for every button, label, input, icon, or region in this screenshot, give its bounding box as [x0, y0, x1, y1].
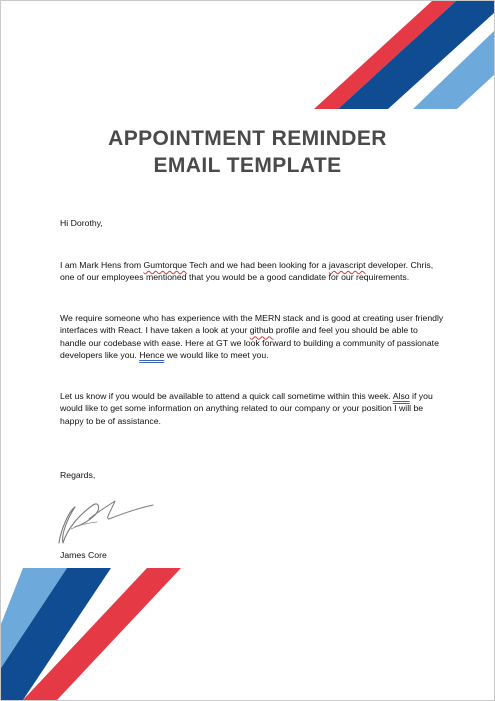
decorative-stripes-bottom — [1, 568, 181, 700]
greeting: Hi Dorothy, — [60, 218, 103, 228]
closing: Regards, — [60, 470, 96, 480]
spellcheck-word: Gumtorque — [143, 260, 187, 270]
document-title-line-1: APPOINTMENT REMINDER — [108, 127, 387, 150]
decorative-stripes-top — [314, 1, 494, 109]
grammar-word: Hence — [139, 349, 165, 360]
spellcheck-word: javascript — [328, 260, 366, 270]
sender-name: James Core — [60, 550, 107, 560]
signature — [49, 489, 159, 547]
document-title-line-2: EMAIL TEMPLATE — [153, 154, 342, 177]
paragraph-1: I am Mark Hens from Gumtorque Tech and we had been looking for a javascript developer. Chris, one of our employees mentioned that you would be a good candidate for our requirements. — [60, 260, 434, 283]
spellcheck-word: github — [249, 325, 274, 336]
grammar-word: Also — [392, 391, 410, 401]
paragraph-2: We require someone who has experience with the MERN stack and is good at creating user friendly interfaces with React. I have taken a look at your github profile and feel you should be able to handle our codebase with ease. Here at GT we look forward to building a community of passionate developers like you. Hence we would like to meet you. — [60, 313, 444, 360]
paragraph-3: Let us know if you would be available to attend a quick call sometime within this week. Also if you would like to get some information on anything related to our company or your position I will be happy to be of assistance. — [60, 391, 433, 426]
